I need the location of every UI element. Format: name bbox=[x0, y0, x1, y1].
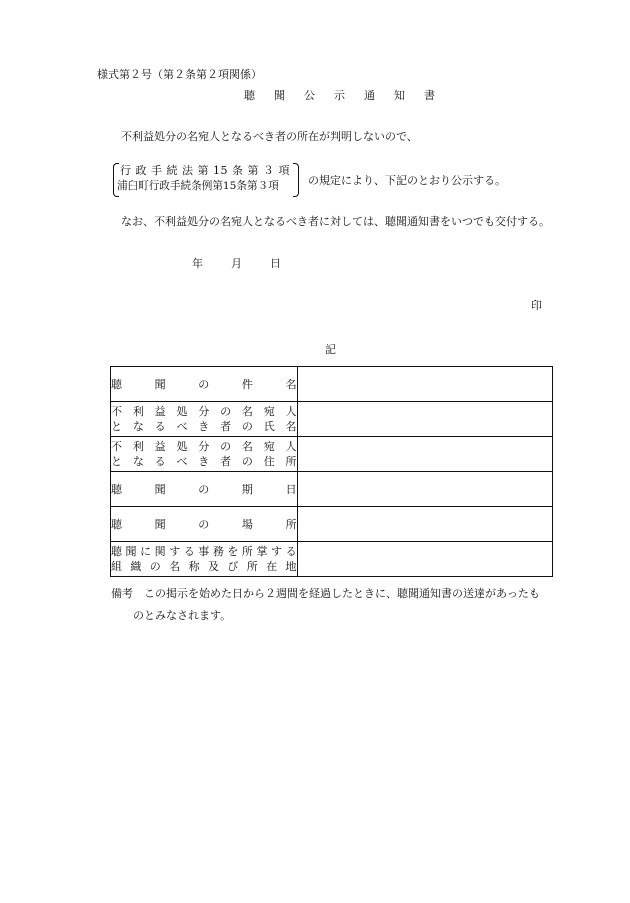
label-char: 人 bbox=[285, 405, 297, 418]
label-char: 場 bbox=[241, 517, 253, 531]
label-char: の bbox=[149, 560, 161, 573]
label-char: 名 bbox=[285, 377, 297, 391]
label-char: べ bbox=[176, 420, 188, 433]
label-char: 宛 bbox=[263, 405, 275, 418]
label-char: 聞 bbox=[154, 517, 166, 531]
row-label bbox=[111, 542, 298, 577]
label-char: 名 bbox=[285, 420, 297, 433]
table-row bbox=[111, 402, 553, 437]
label-char: 処 bbox=[176, 440, 188, 453]
label-char: 者 bbox=[220, 455, 232, 468]
title-char: 書 bbox=[424, 89, 435, 102]
table-row bbox=[111, 472, 553, 507]
label-char: 名 bbox=[169, 560, 181, 573]
label-char: 聴 bbox=[111, 482, 122, 496]
label-char: 名 bbox=[241, 405, 253, 418]
label-char: の bbox=[220, 405, 232, 418]
title-char: 聞 bbox=[274, 89, 285, 102]
right-bracket bbox=[293, 163, 299, 197]
label-char: る bbox=[183, 545, 195, 558]
label-char: べ bbox=[176, 455, 188, 468]
label-char: び bbox=[227, 560, 239, 573]
label-char: 不 bbox=[111, 440, 122, 453]
label-char: 所 bbox=[285, 517, 297, 531]
row-value-blank bbox=[297, 437, 552, 472]
date-line bbox=[192, 258, 309, 269]
row-label bbox=[111, 437, 298, 472]
label-char: 聞 bbox=[125, 545, 137, 558]
row-label-line bbox=[111, 454, 297, 469]
law-option-1: 行 政 手 続 法 第 15 条 第 ３ 項 bbox=[120, 164, 290, 177]
table-row bbox=[111, 437, 553, 472]
row-label-line bbox=[111, 419, 297, 434]
label-char: す bbox=[271, 545, 283, 558]
date-month: 月 bbox=[231, 257, 242, 270]
label-char: 期 bbox=[241, 482, 253, 496]
note-line-2: のとみなされます。 bbox=[133, 609, 232, 622]
date-year: 年 bbox=[192, 257, 203, 270]
row-label bbox=[111, 402, 298, 437]
label-char: 掌 bbox=[256, 545, 268, 558]
label-char: 聴 bbox=[111, 545, 122, 558]
row-label-line bbox=[111, 404, 297, 419]
table-row bbox=[111, 542, 553, 577]
ki-heading: 記 bbox=[325, 343, 336, 356]
label-char: 及 bbox=[207, 560, 219, 573]
label-char: 事 bbox=[198, 545, 210, 558]
label-char: す bbox=[169, 545, 181, 558]
label-char: 者 bbox=[220, 420, 232, 433]
label-char: 処 bbox=[176, 405, 188, 418]
label-char: 氏 bbox=[263, 420, 275, 433]
label-char: 利 bbox=[132, 405, 144, 418]
label-char: 日 bbox=[285, 482, 297, 496]
paragraph-2-rest: の規定により、下記のとおり公示する。 bbox=[308, 174, 506, 187]
label-char: き bbox=[198, 455, 210, 468]
label-char: の bbox=[220, 440, 232, 453]
row-value-blank bbox=[297, 472, 552, 507]
label-char: る bbox=[285, 545, 297, 558]
label-char: な bbox=[132, 455, 144, 468]
date-day: 日 bbox=[270, 257, 281, 270]
label-char: 聴 bbox=[111, 377, 122, 391]
label-char: 聞 bbox=[154, 377, 166, 391]
label-char: 益 bbox=[154, 440, 166, 453]
label-char: の bbox=[198, 517, 210, 531]
title-char: 知 bbox=[394, 89, 405, 102]
title-char: 聴 bbox=[244, 89, 255, 102]
row-label-line bbox=[111, 377, 297, 392]
label-char: 関 bbox=[154, 545, 166, 558]
document-title bbox=[244, 90, 435, 101]
label-char: と bbox=[111, 455, 122, 468]
label-char: 組 bbox=[111, 560, 122, 573]
note-line-1: 備考 この掲示を始めた日から２週間を経過したときに、聴聞通知書の送達があったも bbox=[111, 587, 540, 600]
label-char: 人 bbox=[285, 440, 297, 453]
label-char: と bbox=[111, 420, 122, 433]
title-char: 通 bbox=[364, 89, 375, 102]
row-label bbox=[111, 367, 298, 402]
label-char: に bbox=[140, 545, 152, 558]
seal-mark: 印 bbox=[531, 299, 542, 312]
row-label bbox=[111, 507, 298, 542]
label-char: の bbox=[198, 482, 210, 496]
label-char: 件 bbox=[241, 377, 253, 391]
row-value-blank bbox=[297, 542, 552, 577]
label-char: 所 bbox=[285, 455, 297, 468]
label-char: 住 bbox=[263, 455, 275, 468]
label-char: 務 bbox=[212, 545, 224, 558]
label-char: る bbox=[154, 420, 166, 433]
label-char: 称 bbox=[188, 560, 200, 573]
label-char: な bbox=[132, 420, 144, 433]
label-char: を bbox=[227, 545, 239, 558]
label-char: の bbox=[241, 455, 253, 468]
title-char: 公 bbox=[304, 89, 315, 102]
form-number: 様式第２号（第２条第２項関係） bbox=[97, 68, 262, 81]
row-value-blank bbox=[297, 367, 552, 402]
label-char: 聞 bbox=[154, 482, 166, 496]
label-char: 宛 bbox=[263, 440, 275, 453]
row-label-line bbox=[111, 544, 297, 559]
row-label-line bbox=[111, 482, 297, 497]
label-char: 聴 bbox=[111, 517, 122, 531]
paragraph-1: 不利益処分の名宛人となるべき者の所在が判明しないので、 bbox=[121, 130, 418, 143]
label-char: 地 bbox=[285, 560, 297, 573]
law-option-2: 浦臼町行政手続条例第15条第３項 bbox=[117, 180, 279, 192]
row-value-blank bbox=[297, 402, 552, 437]
label-char: 分 bbox=[198, 440, 210, 453]
label-char: の bbox=[198, 377, 210, 391]
label-char: 益 bbox=[154, 405, 166, 418]
label-char: 不 bbox=[111, 405, 122, 418]
label-char: 分 bbox=[198, 405, 210, 418]
paragraph-3: なお、不利益処分の名宛人となるべき者に対しては、聴聞通知書をいつでも交付する。 bbox=[121, 215, 550, 228]
row-label-line bbox=[111, 559, 297, 574]
row-label bbox=[111, 472, 298, 507]
row-value-blank bbox=[297, 507, 552, 542]
label-char: 利 bbox=[132, 440, 144, 453]
title-char: 示 bbox=[334, 89, 345, 102]
label-char: 在 bbox=[266, 560, 278, 573]
label-char: る bbox=[154, 455, 166, 468]
label-char: 所 bbox=[246, 560, 258, 573]
row-label-line bbox=[111, 439, 297, 454]
label-char: の bbox=[241, 420, 253, 433]
label-char: き bbox=[198, 420, 210, 433]
label-char: 所 bbox=[241, 545, 253, 558]
details-table bbox=[110, 366, 553, 577]
row-label-line bbox=[111, 517, 297, 532]
label-char: 名 bbox=[241, 440, 253, 453]
label-char: 織 bbox=[130, 560, 142, 573]
table-row bbox=[111, 367, 553, 402]
table-row bbox=[111, 507, 553, 542]
